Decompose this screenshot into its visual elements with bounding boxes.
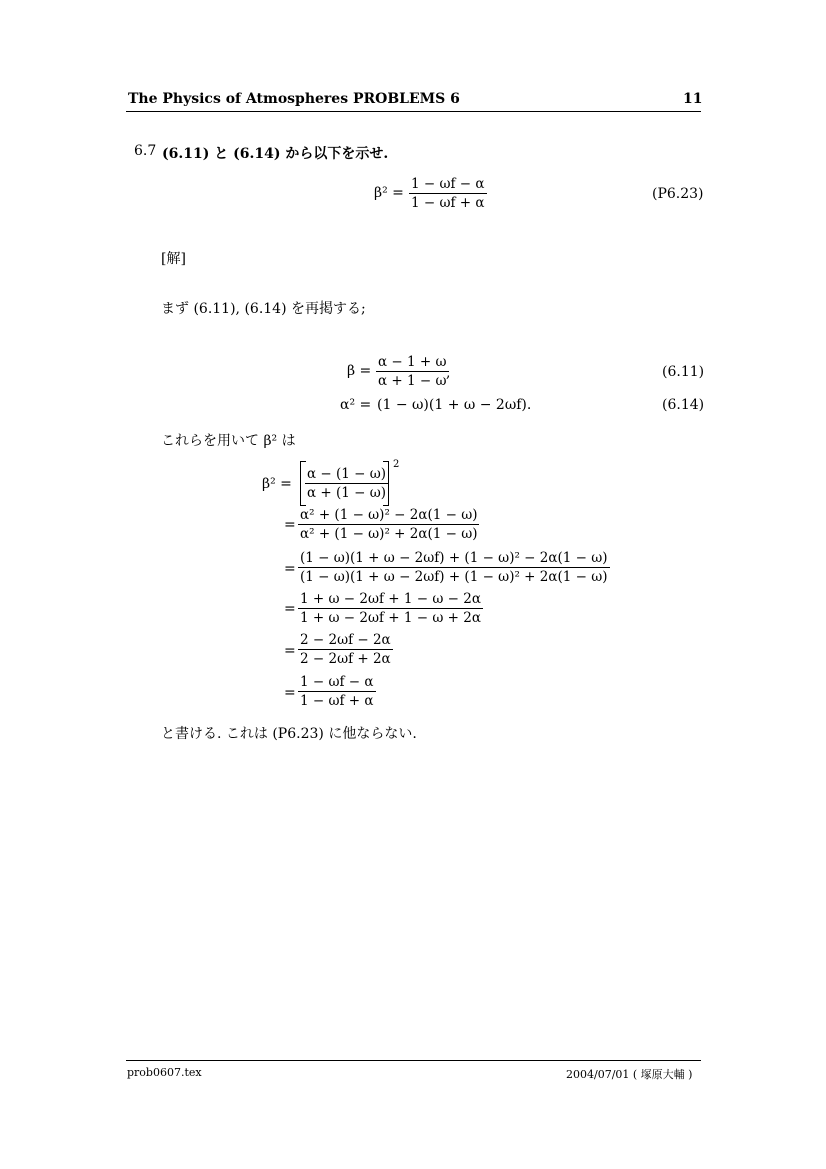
problem-number: 6.7 [134,143,157,159]
derivation-step3-denominator: (1 − ω)(1 + ω − 2ωf) + (1 − ω)² + 2α(1 − ω) [300,569,608,585]
eq-611-lhs: β = [347,363,372,379]
derivation-eq-sign-3: = [284,561,296,577]
derivation-eq-sign-6: = [284,685,296,701]
derivation-step5-denominator: 2 − 2ωf + 2α [300,651,391,667]
derivation-step6-numerator: 1 − ωf − α [300,674,374,690]
eq-611-fraction [376,354,449,389]
derivation-step2-numerator: α² + (1 − ω)² − 2α(1 − ω) [300,507,478,523]
derivation-step3-fraction [298,550,610,585]
footer-date-author: 2004/07/01 ( 塚原大輔 ) [566,1068,693,1081]
eq-p623-fraction [409,176,487,211]
eq-611-numerator: α − 1 + ω [378,354,447,370]
derivation-eq-sign-4: = [284,601,296,617]
derivation-step6-denominator: 1 − ωf + α [300,693,374,709]
eq-611-label: (6.11) [662,364,705,380]
header-rule [126,111,701,112]
eq-614-label: (6.14) [662,397,705,413]
eq-p623-label: (P6.23) [652,186,704,202]
derivation-eq-sign-2: = [284,517,296,533]
derivation-step5-numerator: 2 − 2ωf − 2α [300,632,391,648]
derivation-eq-sign-5: = [284,643,296,659]
derivation-step3-numerator: (1 − ω)(1 + ω − 2ωf) + (1 − ω)² − 2α(1 − ω) [300,550,608,566]
derivation-step4-denominator: 1 + ω − 2ωf + 1 − ω + 2α [300,610,481,626]
derivation-step1-power: 2 [393,459,400,470]
eq-611-comma: , [446,365,451,381]
eq-614-lhs: α² = [340,397,372,413]
page-number: 11 [683,91,703,107]
right-bracket [383,461,389,506]
eq-611-denominator: α + 1 − ω [378,373,447,389]
derivation-step2-fraction [298,507,479,542]
eq-p623-numerator: 1 − ωf − α [411,176,485,192]
eq-614-rhs: (1 − ω)(1 + ω − 2ωf). [377,397,532,413]
solution-heading: [解] [161,251,186,267]
solution-transition: これらを用いて β² は [161,433,296,449]
derivation-step4-fraction [298,591,483,626]
eq-p623-lhs: β² = [374,185,404,201]
derivation-lhs: β² = [262,476,292,492]
derivation-step6-fraction [298,674,376,709]
derivation-step4-numerator: 1 + ω − 2ωf + 1 − ω − 2α [300,591,481,607]
footer-filename: prob0607.tex [127,1066,202,1079]
footer-rule [126,1060,701,1061]
derivation-step2-denominator: α² + (1 − ω)² + 2α(1 − ω) [300,526,478,542]
running-header-title: The Physics of Atmospheres PROBLEMS 6 [128,91,460,107]
derivation-step1-denominator: α + (1 − ω) [307,485,387,501]
solution-conclusion: と書ける. これは (P6.23) に他ならない. [161,726,417,742]
eq-p623-denominator: 1 − ωf + α [411,195,485,211]
solution-intro: まず (6.11), (6.14) を再掲する; [161,301,366,317]
problem-statement: (6.11) と (6.14) から以下を示せ. [162,146,389,162]
derivation-step1-numerator: α − (1 − ω) [307,466,387,482]
derivation-step5-fraction [298,632,393,667]
derivation-step1-fraction [305,466,388,501]
